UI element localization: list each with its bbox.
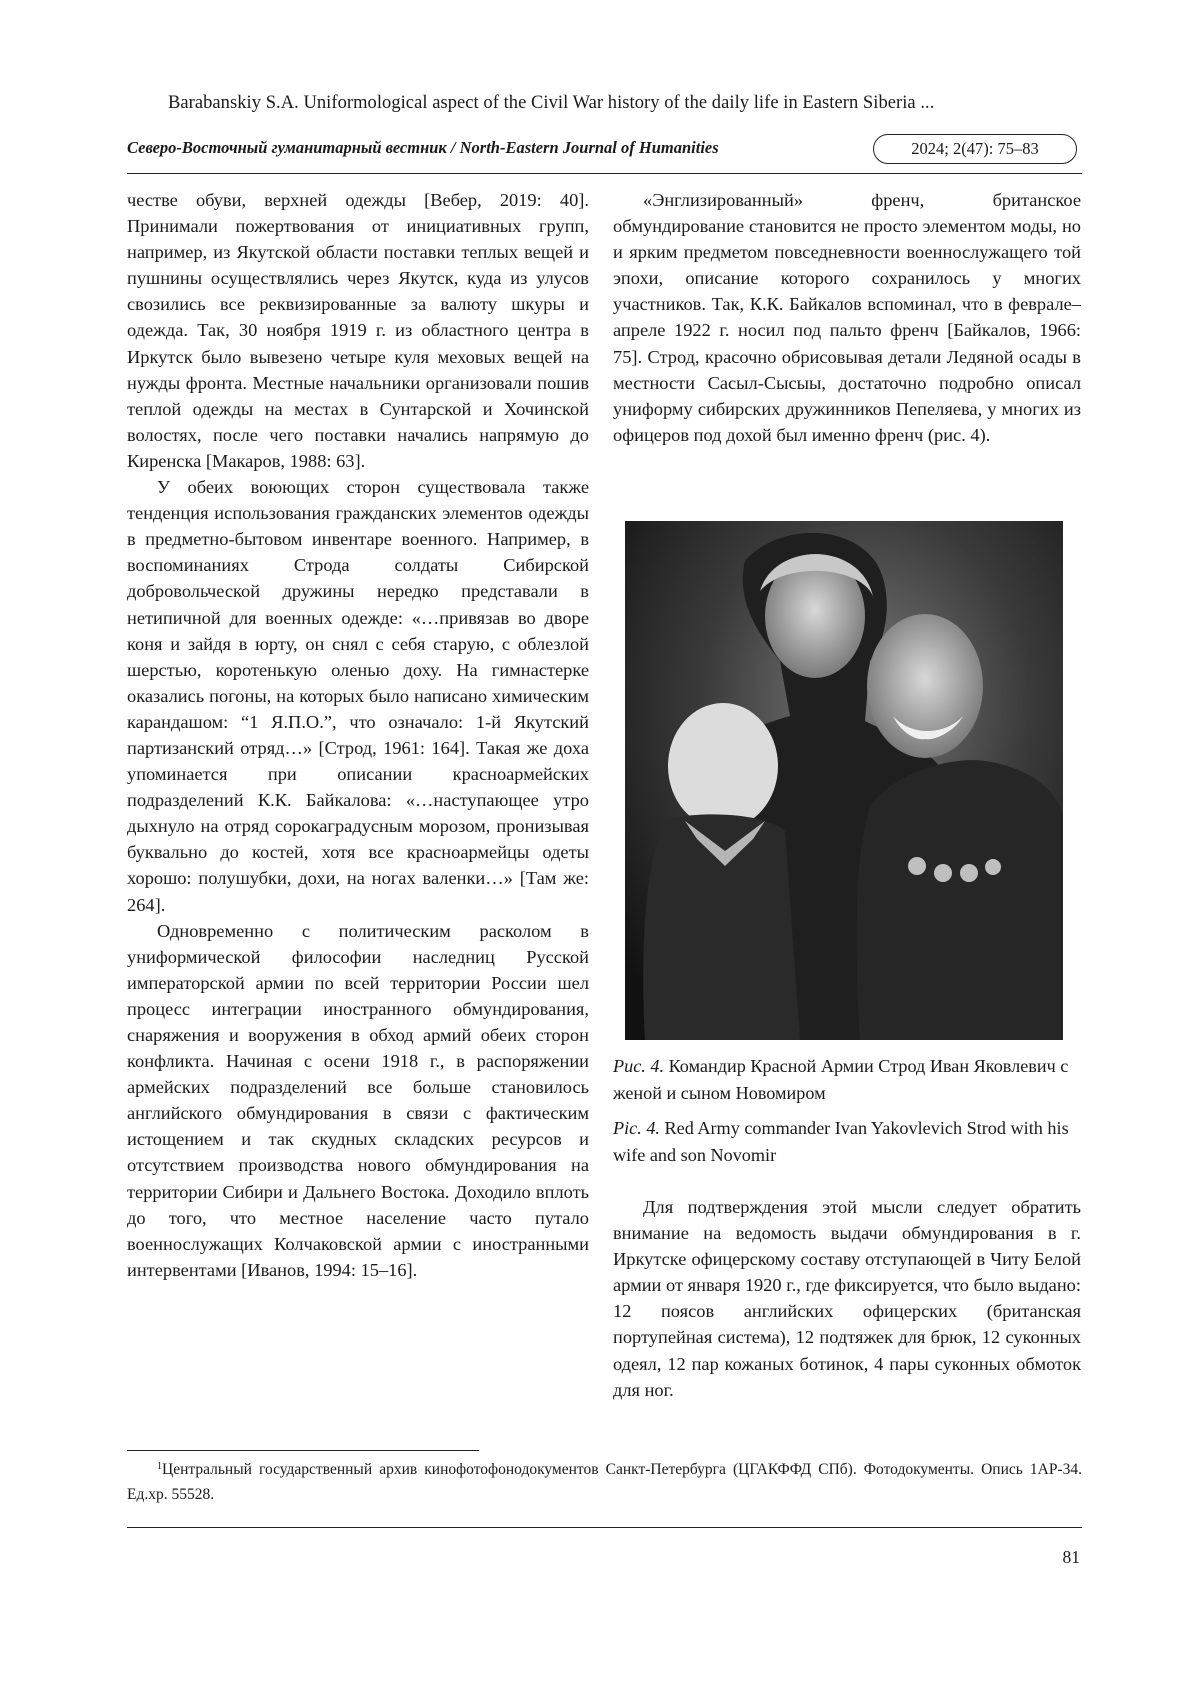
running-title: Barabanskiy S.A. Uniformological aspect of the Civil War history of the daily life in Eastern Siberia ... xyxy=(168,93,935,113)
paragraph: Одновременно с политическим расколом в униформической философии наследниц Русской императорской армии по всей территории России шел процесс интеграции иностранного обмундирования, снаряжения и вооружения в обход армий обеих сторон конфликта. Начиная с осени 1918 г., в распоряжении армейских подразделений все больше становилось английского обмундирования в связи с фактическим истощением и так скудных складских ресурсов и отсутствием производства нового обмундирования на территории Сибири и Дальнего Востока. Доходило вплоть до того, что местное население часто путало военнослужащих Колчаковской армии с иностранными интервентами [Иванов, 1994: 15–16]. xyxy=(127,920,589,1280)
header-divider xyxy=(127,173,1082,174)
figure-photo xyxy=(625,521,1063,1040)
figure-caption-ru xyxy=(613,1053,1081,1106)
footnote-divider xyxy=(127,1450,479,1451)
caption-label: Рис. 4. xyxy=(613,1056,665,1076)
page-number: 81 xyxy=(1062,1547,1080,1567)
right-column-top xyxy=(613,187,1081,448)
caption-label: Pic. 4. xyxy=(613,1118,660,1138)
issue-badge: 2024; 2(47): 75–83 xyxy=(873,134,1077,164)
journal-header xyxy=(127,134,1082,172)
journal-name: Северо-Восточный гуманитарный вестник / North-Eastern Journal of Humanities xyxy=(127,138,719,157)
figure-caption-en xyxy=(613,1115,1081,1168)
footer-divider xyxy=(127,1527,1082,1528)
paragraph: «Энглизированный» френч, британское обмундирование становится не просто элементом моды, но и ярким предметом повседневности военнослужащего той эпохи, описание которого сохранилось у многих участников. Так, К.К. Байкалов вспоминал, что в феврале–апреле 1922 г. носил под пальто френч [Байкалов, 1966: 75]. Строд, красочно обрисовывая детали Ледяной осады в местности Сасыл-Сысыы, достаточно подробно описал униформу сибирских дружинников Пепеляева, у многих из офицеров под дохой был именно френч (рис. 4). xyxy=(613,190,1081,445)
right-column-bottom xyxy=(613,1194,1081,1403)
paragraph: Для подтверждения этой мысли следует обратить внимание на ведомость выдачи обмундирования в г. Иркутске офицерскому составу отступающей в Читу Белой армии от января 1920 г., где фиксируется, что было выдано: 12 поясов английских офицерских (британская портупейная система), 12 подтяжек для брюк, 12 суконных одеял, 12 пар кожаных ботинок, 4 пары суконных обмоток для ног. xyxy=(613,1197,1081,1400)
left-column xyxy=(127,187,589,1283)
family-portrait-image xyxy=(625,521,1063,1040)
footnote xyxy=(127,1454,1082,1507)
paragraph: У обеих воюющих сторон существовала также тенденция использования гражданских элементов одежды в предметно-бытовом инвентаре военного. Например, в воспоминаниях Строда солдаты Сибирской добровольческой дружины нередко представали в нетипичной для военных одежде: «…привязав во дворе коня и зайдя в юрту, он снял с себя старую, с облезлой шерстью, коротенькую оленью доху. На гимнастерке оказались погоны, на которых было написано химическим карандашом: “1 Я.П.О.”, что означало: 1-й Якутский партизанский отряд…» [Строд, 1961: 164]. Такая же доха упоминается при описании красноармейских подразделений К.К. Байкалова: «…наступающее утро дыхнуло на отряд сорокаградусным морозом, пронизывая буквально до костей, хотя все красноармейцы одеты хорошо: полушубки, дохи, на ногах валенки…» [Там же: 264]. xyxy=(127,477,589,915)
caption-text: Red Army commander Ivan Yakovlevich Strod with his wife and son Novomir xyxy=(613,1118,1069,1165)
caption-text: Командир Красной Армии Строд Иван Яковлевич с женой и сыном Новомиром xyxy=(613,1056,1069,1103)
footnote-marker: 1 xyxy=(157,1461,162,1472)
paragraph: честве обуви, верхней одежды [Вебер, 2019: 40]. Принимали пожертвования от инициативных групп, например, из Якутской области поставки теплых вещей и пушнины осуществлялись через Якутск, куда из улусов свозились все реквизированные за валюту шкуры и одежда. Так, 30 ноября 1919 г. из областного центра в Иркутск было вывезено четыре куля меховых вещей на нужды фронта. Местные начальники организовали пошив теплой одежды на местах в Сунтарской и Хочинской волостях, после чего поставки начались напрямую до Киренска [Макаров, 1988: 63]. xyxy=(127,190,589,471)
footnote-text: Центральный государственный архив кинофотофонодокументов Санкт-Петербурга (ЦГАКФФД СПб). Фотодокументы. Опись 1АР-34. Ед.хр. 55528. xyxy=(127,1461,1082,1503)
